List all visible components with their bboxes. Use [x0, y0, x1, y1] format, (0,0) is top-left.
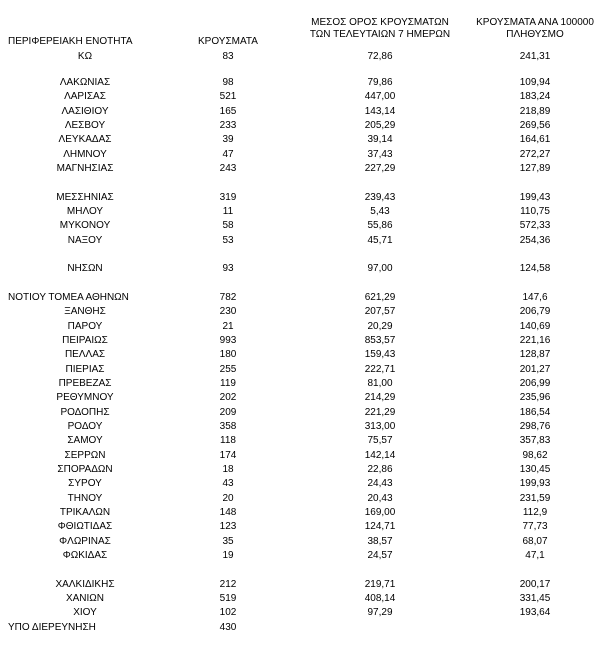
rate-per-100000-cell: 357,83: [519, 435, 551, 446]
cases-cell: 212: [219, 579, 237, 590]
table-row: [0, 592, 612, 606]
region-cell: ΦΘΙΩΤΙΔΑΣ: [57, 521, 113, 532]
seven-day-average-cell: 97,00: [367, 263, 393, 274]
rate-per-100000-cell: 331,45: [519, 593, 551, 604]
rate-per-100000-cell: 186,54: [519, 407, 551, 418]
cases-cell: 123: [219, 521, 237, 532]
cases-cell: 202: [219, 392, 237, 403]
cases-cell: 118: [220, 435, 236, 446]
cases-cell: 521: [219, 91, 237, 102]
rate-per-100000-cell: 272,27: [519, 149, 551, 160]
cases-cell: 35: [222, 536, 234, 547]
region-cell: ΦΛΩΡΙΝΑΣ: [59, 536, 111, 547]
rate-per-100000-cell: 164,61: [519, 134, 551, 145]
rate-per-100000-cell: 218,89: [519, 106, 551, 117]
region-cell: ΛΑΣΙΘΙΟΥ: [61, 106, 109, 117]
table-row: [0, 162, 612, 176]
rate-per-100000-cell: 241,31: [519, 51, 551, 62]
cases-cell: 430: [219, 622, 237, 633]
seven-day-average-cell: 24,57: [367, 550, 393, 561]
rate-per-100000-cell: 200,17: [519, 579, 551, 590]
table-row: [0, 334, 612, 348]
table-row: [0, 420, 612, 434]
rate-per-100000-cell: 109,94: [519, 77, 551, 88]
table-row: [0, 205, 612, 219]
seven-day-average-cell: 38,57: [367, 536, 393, 547]
rate-per-100000-cell: 206,99: [519, 378, 551, 389]
seven-day-average-cell: 37,43: [367, 149, 393, 160]
rate-per-100000-cell: 193,64: [519, 607, 551, 618]
table-row: [0, 406, 612, 420]
seven-day-average-cell: 227,29: [364, 163, 396, 174]
rate-per-100000-cell: 110,75: [520, 206, 550, 217]
cases-cell: 174: [219, 450, 237, 461]
table-row: [0, 119, 612, 133]
region-cell: ΜΗΛΟΥ: [66, 206, 104, 217]
seven-day-average-cell: 97,29: [367, 607, 393, 618]
table-row: [0, 348, 612, 362]
table-row: [0, 377, 612, 391]
table-row: [0, 234, 612, 248]
seven-day-average-cell: 447,00: [364, 91, 396, 102]
region-cell: ΡΟΔΟΠΗΣ: [60, 407, 110, 418]
region-cell: ΣΥΡΟΥ: [68, 478, 102, 489]
seven-day-average-cell: 20,43: [367, 493, 393, 504]
table-row: [0, 262, 612, 276]
region-cell: ΠΡΕΒΕΖΑΣ: [58, 378, 112, 389]
header-rate-line2: ΠΛΗΘΥΣΜΟ: [506, 29, 564, 40]
seven-day-average-cell: 81,00: [367, 378, 393, 389]
header-avg-line2: ΤΩΝ ΤΕΛΕΥΤΑΙΩΝ 7 ΗΜΕΡΩΝ: [309, 29, 451, 40]
cases-cell: 993: [219, 335, 237, 346]
cases-cell: 83: [222, 51, 234, 62]
rate-per-100000-cell: 124,58: [519, 263, 551, 274]
seven-day-average-cell: 222,71: [364, 364, 396, 375]
cases-cell: 93: [222, 263, 234, 274]
rate-per-100000-cell: 269,56: [519, 120, 551, 131]
seven-day-average-cell: 142,14: [364, 450, 396, 461]
seven-day-average-cell: 221,29: [364, 407, 396, 418]
region-cell: ΝΑΞΟΥ: [67, 235, 103, 246]
cases-cell: 20: [222, 493, 234, 504]
rate-per-100000-cell: 199,43: [519, 192, 551, 203]
rate-per-100000-cell: 98,62: [522, 450, 548, 461]
seven-day-average-cell: 20,29: [367, 321, 393, 332]
header-region: ΠΕΡΙΦΕΡΕΙΑΚΗ ΕΝΟΤΗΤΑ: [8, 36, 133, 47]
header-rate-line1: ΚΡΟΥΣΜΑΤΑ ΑΝΑ 100000: [476, 17, 594, 28]
rate-per-100000-cell: 47,1: [525, 550, 545, 561]
seven-day-average-cell: 55,86: [367, 220, 393, 231]
rate-per-100000-cell: 201,27: [519, 364, 551, 375]
table-row: [0, 391, 612, 405]
region-cell: ΧΙΟΥ: [73, 607, 97, 618]
seven-day-average-cell: 79,86: [367, 77, 393, 88]
cases-cell: 21: [222, 321, 234, 332]
seven-day-average-cell: 313,00: [364, 421, 396, 432]
seven-day-average-cell: 75,57: [367, 435, 393, 446]
region-cell: ΝΟΤΙΟΥ ΤΟΜΕΑ ΑΘΗΝΩΝ: [8, 292, 129, 303]
seven-day-average-cell: 5,43: [370, 206, 390, 217]
seven-day-average-cell: 214,29: [364, 392, 396, 403]
cases-cell: 782: [219, 292, 237, 303]
region-cell: ΛΗΜΝΟΥ: [63, 149, 107, 160]
cases-cell: 58: [222, 220, 234, 231]
table-row: [0, 477, 612, 491]
cases-cell: 102: [219, 607, 237, 618]
table-row: [0, 506, 612, 520]
table-row: [0, 320, 612, 334]
cases-cell: 11: [222, 206, 234, 217]
region-cell: ΛΕΥΚΑΔΑΣ: [58, 134, 112, 145]
cases-cell: 119: [220, 378, 236, 389]
table-row: [0, 148, 612, 162]
rate-per-100000-cell: 235,96: [519, 392, 551, 403]
table-row: [0, 606, 612, 620]
seven-day-average-cell: 45,71: [367, 235, 393, 246]
region-cell: ΜΥΚΟΝΟΥ: [59, 220, 111, 231]
seven-day-average-cell: 853,57: [364, 335, 396, 346]
seven-day-average-cell: 207,57: [364, 306, 396, 317]
cases-cell: 233: [219, 120, 237, 131]
header-cases: ΚΡΟΥΣΜΑΤΑ: [198, 36, 258, 47]
seven-day-average-cell: 219,71: [364, 579, 396, 590]
seven-day-average-cell: 72,86: [367, 51, 393, 62]
table-row: [0, 105, 612, 119]
table-row: [0, 50, 612, 64]
region-cell: ΡΕΘΥΜΝΟΥ: [56, 392, 114, 403]
cases-cell: 165: [219, 106, 237, 117]
table-row: [0, 492, 612, 506]
seven-day-average-cell: 159,43: [364, 349, 396, 360]
region-cell: ΜΑΓΝΗΣΙΑΣ: [56, 163, 114, 174]
rate-per-100000-cell: 206,79: [519, 306, 551, 317]
cases-cell: 53: [222, 235, 234, 246]
cases-cell: 180: [219, 349, 237, 360]
cases-cell: 319: [219, 192, 237, 203]
cases-cell: 18: [222, 464, 234, 475]
region-cell: ΠΑΡΟΥ: [67, 321, 103, 332]
rate-per-100000-cell: 77,73: [522, 521, 548, 532]
seven-day-average-cell: 124,71: [364, 521, 396, 532]
table-row: [0, 291, 612, 305]
region-cell: ΧΑΝΙΩΝ: [65, 593, 105, 604]
region-cell: ΥΠΟ ΔΙΕΡΕΥΝΗΣΗ: [8, 622, 96, 633]
region-cell: ΜΕΣΣΗΝΙΑΣ: [56, 192, 114, 203]
cases-cell: 98: [222, 77, 234, 88]
header-avg-line1: ΜΕΣΟΣ ΟΡΟΣ ΚΡΟΥΣΜΑΤΩΝ: [311, 17, 449, 28]
rate-per-100000-cell: 127,89: [519, 163, 551, 174]
region-cell: ΣΠΟΡΑΔΩΝ: [57, 464, 113, 475]
seven-day-average-cell: 39,14: [367, 134, 393, 145]
table-row: [0, 76, 612, 90]
rate-per-100000-cell: 298,76: [519, 421, 551, 432]
rate-per-100000-cell: 199,93: [519, 478, 551, 489]
table-row: [0, 90, 612, 104]
cases-cell: 19: [222, 550, 234, 561]
seven-day-average-cell: 239,43: [364, 192, 396, 203]
table-row: [0, 520, 612, 534]
seven-day-average-cell: 22,86: [367, 464, 393, 475]
seven-day-average-cell: 24,43: [367, 478, 393, 489]
region-cell: ΞΑΝΘΗΣ: [64, 306, 106, 317]
table-row: [0, 621, 612, 635]
seven-day-average-cell: 621,29: [364, 292, 396, 303]
region-cell: ΚΩ: [77, 51, 93, 62]
region-cell: ΠΙΕΡΙΑΣ: [65, 364, 105, 375]
cases-cell: 148: [219, 507, 237, 518]
rate-per-100000-cell: 128,87: [519, 349, 551, 360]
rate-per-100000-cell: 231,59: [519, 493, 551, 504]
seven-day-average-cell: 205,29: [364, 120, 396, 131]
cases-cell: 39: [222, 134, 234, 145]
header-seven-day-average: [300, 17, 460, 41]
region-cell: ΦΩΚΙΔΑΣ: [62, 550, 108, 561]
table-row: [0, 578, 612, 592]
region-cell: ΤΗΝΟΥ: [67, 493, 103, 504]
region-cell: ΛΑΡΙΣΑΣ: [64, 91, 106, 102]
region-cell: ΣΕΡΡΩΝ: [64, 450, 106, 461]
rate-per-100000-cell: 112,9: [522, 507, 548, 518]
region-cell: ΣΑΜΟΥ: [67, 435, 103, 446]
cases-cell: 230: [219, 306, 237, 317]
cases-cell: 243: [219, 163, 237, 174]
region-cell: ΛΑΚΩΝΙΑΣ: [59, 77, 111, 88]
cases-cell: 255: [219, 364, 237, 375]
rate-per-100000-cell: 140,69: [519, 321, 551, 332]
seven-day-average-cell: 408,14: [364, 593, 396, 604]
table-body: [0, 50, 612, 650]
table-row: [0, 463, 612, 477]
rate-per-100000-cell: 254,36: [519, 235, 551, 246]
rate-per-100000-cell: 183,24: [519, 91, 551, 102]
cases-cell: 358: [219, 421, 237, 432]
table-row: [0, 434, 612, 448]
region-cell: ΧΑΛΚΙΔΙΚΗΣ: [55, 579, 115, 590]
cases-cell: 43: [222, 478, 234, 489]
table-row: [0, 535, 612, 549]
rate-per-100000-cell: 130,45: [519, 464, 551, 475]
rate-per-100000-cell: 572,33: [519, 220, 551, 231]
table-row: [0, 305, 612, 319]
rate-per-100000-cell: 68,07: [522, 536, 548, 547]
region-cell: ΠΕΙΡΑΙΩΣ: [62, 335, 108, 346]
region-cell: ΠΕΛΛΑΣ: [64, 349, 106, 360]
table-row: [0, 191, 612, 205]
cases-cell: 519: [219, 593, 237, 604]
region-cell: ΝΗΣΩΝ: [67, 263, 103, 274]
table-row: [0, 549, 612, 563]
region-cell: ΡΟΔΟΥ: [67, 421, 103, 432]
table-row: [0, 363, 612, 377]
cases-cell: 209: [219, 407, 237, 418]
cases-cell: 47: [222, 149, 234, 160]
seven-day-average-cell: 169,00: [364, 507, 396, 518]
rate-per-100000-cell: 221,16: [519, 335, 551, 346]
region-cell: ΛΕΣΒΟΥ: [64, 120, 106, 131]
table-row: [0, 449, 612, 463]
seven-day-average-cell: 143,14: [364, 106, 396, 117]
region-cell: ΤΡΙΚΑΛΩΝ: [59, 507, 111, 518]
header-cases-per-100000: [460, 17, 610, 41]
table-row: [0, 133, 612, 147]
table-row: [0, 219, 612, 233]
rate-per-100000-cell: 147,6: [522, 292, 548, 303]
